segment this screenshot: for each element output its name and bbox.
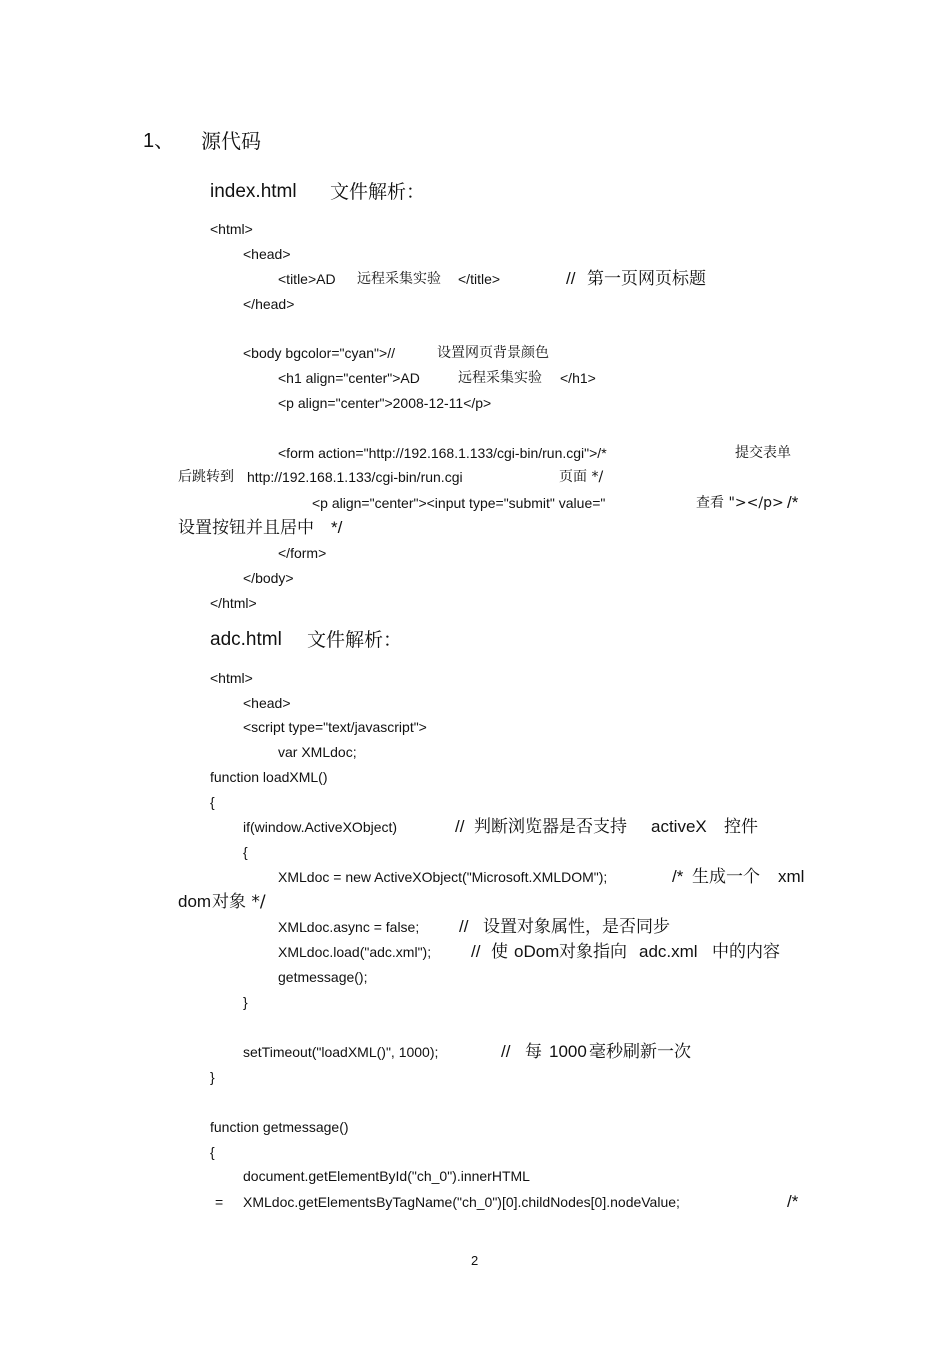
code-comment: 毫秒刷新一次: [589, 1042, 691, 1062]
code-comment: 对象 */: [212, 892, 266, 912]
code-line: XMLdoc.getElementsByTagName("ch_0")[0].childNodes[0].nodeValue;: [243, 1194, 680, 1210]
code-comment: 第一页网页标题: [587, 269, 706, 289]
code-line: <head>: [243, 246, 291, 262]
comment-mark: //: [455, 817, 465, 836]
code-line: <p align="center">2008-12-11</p>: [278, 395, 492, 411]
section-title: 源代码: [201, 129, 261, 153]
code-comment: 对象指向: [559, 942, 627, 962]
code-line: {: [210, 1144, 215, 1160]
code-text: 远程采集实验: [357, 271, 441, 287]
code-text: 查看 "></p>: [696, 495, 784, 511]
code-line: </title>: [458, 271, 501, 287]
code-line: </head>: [243, 296, 295, 312]
code-line: var XMLdoc;: [278, 744, 357, 760]
code-line: if(window.ActiveXObject): [243, 819, 398, 835]
code-comment: 设置按钮并且居中: [178, 518, 314, 538]
code-comment: 判断浏览器是否支持: [474, 817, 627, 837]
code-line: function getmessage(): [210, 1119, 349, 1135]
page-number: 2: [471, 1253, 479, 1268]
code-comment: http://192.168.1.133/cgi-bin/run.cgi: [247, 469, 463, 485]
code-line: <h1 align="center">AD: [278, 370, 420, 386]
code-line: getmessage();: [278, 969, 368, 985]
code-line: </body>: [243, 570, 294, 586]
code-comment: 每: [525, 1042, 542, 1062]
code-comment: activeX: [651, 817, 707, 836]
comment-mark: /*: [787, 493, 799, 512]
code-comment: 设置对象属性，是否同步: [483, 917, 670, 937]
code-line: }: [210, 1069, 215, 1085]
code-comment: 中的内容: [712, 942, 780, 962]
code-comment: adc.xml: [639, 942, 698, 961]
code-line: }: [243, 994, 248, 1010]
code-line: document.getElementById("ch_0").innerHTML: [243, 1168, 530, 1184]
code-line: <html>: [210, 221, 253, 237]
code-comment: 使: [491, 942, 508, 962]
code-line: </form>: [278, 545, 327, 561]
comment-mark: /*: [672, 867, 684, 886]
comment-mark: //: [566, 269, 576, 288]
code-line: <form action="http://192.168.1.133/cgi-bin/run.cgi">/*: [278, 445, 607, 461]
section-number: 1、: [143, 130, 175, 152]
code-line: function loadXML(): [210, 769, 328, 785]
code-line: setTimeout("loadXML()", 1000);: [243, 1044, 439, 1060]
code-line: {: [210, 794, 215, 810]
code-line: <body bgcolor="cyan">//: [243, 345, 395, 361]
code-line: =: [215, 1194, 224, 1210]
code-line: <script type="text/javascript">: [243, 719, 427, 735]
code-comment: 页面 */: [559, 469, 604, 485]
code-line: <p align="center"><input type="submit" value=": [312, 495, 606, 511]
comment-mark: //: [471, 942, 481, 961]
index-heading: index.html: [210, 181, 297, 202]
code-comment: 1000: [549, 1042, 587, 1061]
code-line: </h1>: [560, 370, 596, 386]
code-comment: dom: [178, 892, 212, 911]
code-comment: 控件: [724, 817, 758, 837]
code-comment: xml: [778, 867, 805, 886]
adc-heading: adc.html: [210, 629, 282, 650]
code-line: </html>: [210, 595, 257, 611]
code-comment: oDom: [514, 942, 560, 961]
code-line: <title>AD: [278, 271, 336, 287]
code-line: XMLdoc.load("adc.xml");: [278, 944, 432, 960]
code-line: XMLdoc.async = false;: [278, 919, 420, 935]
comment-mark: */: [331, 518, 343, 537]
code-line: <html>: [210, 670, 253, 686]
comment-mark: //: [501, 1042, 511, 1061]
code-comment: 生成一个: [692, 867, 760, 887]
index-heading-desc: 文件解析：: [330, 181, 426, 203]
code-line: XMLdoc = new ActiveXObject("Microsoft.XMLDOM");: [278, 869, 608, 885]
comment-mark: /*: [787, 1192, 799, 1211]
code-text: 远程采集实验: [458, 370, 542, 386]
comment-mark: //: [459, 917, 469, 936]
code-comment: 设置网页背景颜色: [437, 345, 549, 361]
code-line: {: [243, 844, 248, 860]
code-comment: 提交表单: [735, 445, 791, 461]
code-comment: 后跳转到: [178, 469, 234, 485]
code-line: <head>: [243, 695, 291, 711]
adc-heading-desc: 文件解析：: [307, 629, 403, 651]
